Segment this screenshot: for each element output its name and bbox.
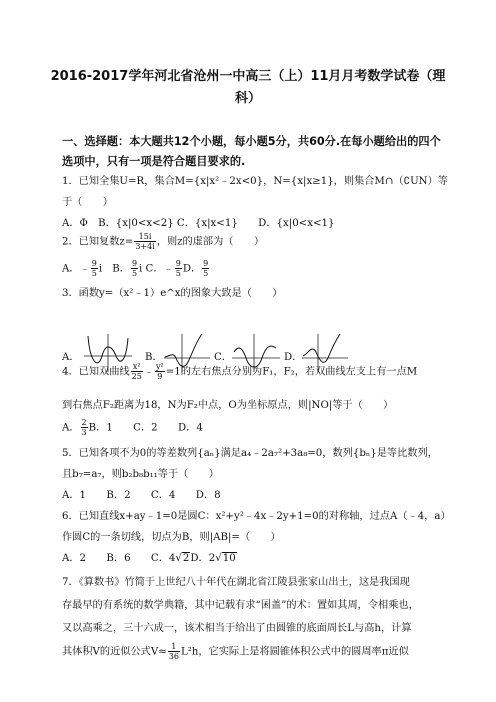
q3-label-a: A． (62, 352, 80, 363)
q4-line-2: 到右焦点F₂距离为18，N为F₂中点，O为坐标原点，则|NO|等于（ ） (62, 400, 394, 411)
q5-options: A．1 B．2 C．4 D．8 (62, 490, 221, 501)
q2-fraction: $\frac{15i}{3+4i}$ (135, 232, 155, 251)
section-heading (62, 132, 442, 172)
q3-label-b: B． (145, 352, 163, 363)
q7-line-3: 又以高乘之，三十六成一，该术相当于给出了由圆锥的底面周长L与高h，计算 (62, 623, 412, 634)
q2-options: A．﹣ $\frac{9}{5}$ i B． $\frac{9}{5}$ i C．﹣ $\frac{9}{5}$ D． $\frac{9}{5}$ (62, 259, 209, 278)
q7-line-4: 其体积V的近似公式V≈ $\frac{1}{36}$ L²h，它实际上是将圆锥体积公式中的圆周率π近似 (62, 642, 409, 661)
q3-label-c: C． (214, 352, 232, 363)
q6-line-1: 6．已知直线x+ay﹣1=0是圆C：x²+y²﹣4x﹣2y+1=0的对称轴，过点A（﹣4，a） (62, 511, 451, 522)
section-line-1: 一、选择题：本大题共12个小题，每小题5分，共60分.在每小题给出的四个 (62, 135, 441, 148)
q4-stem: 4．已知双曲线 $\frac{\text{x²}}{25}$ ﹣ $\frac{\text{y²}}{9}$ =1的左右焦点分别为F₁，F₂，若双曲线左支上有一点M (62, 362, 418, 381)
q5-line-1: 5．已知各项不为0的等差数列{aₙ}满足a₄﹣2a₇²+3a₈=0，数列{bₙ}是等比数列， (62, 448, 438, 459)
q6-line-2: 作圆C的一条切线，切点为B，则|AB|=（ ） (62, 532, 281, 543)
q1-stem: 1．已知全集U=R，集合M={x|x²﹣2x<0}，N={x|x≥1}，则集合M∩（∁UN）等 (62, 176, 448, 187)
page-title (48, 66, 448, 110)
q3-label-d: D． (284, 352, 303, 363)
q1-options: A．Φ B．{x|0<x<2} C．{x|x<1} D．{x|0<x<1} (62, 218, 335, 229)
q3-stem: 3．函数y=（x²﹣1）e^x的图象大致是（ ） (62, 288, 283, 299)
q5-line-2: 且b₇=a₇，则b₂b₈b₁₁等于（ ） (62, 469, 219, 480)
q2-stem: 2．已知复数z= $\frac{15i}{3+4i}$ ，则z的虚部为（ ） (62, 232, 265, 251)
q6-options: A．2 B．6 C．4√2D．2√10 (62, 553, 236, 564)
q7-line-2: 存最早的有系统的数学典籍，其中记载有求“囷盖”的术：置如其周，令相乘也， (62, 600, 419, 611)
q7-line-1: 7．《算数书》竹简于上世纪八十年代在湖北省江陵县张家山出土，这是我国现 (62, 577, 410, 588)
title-line-2: 科） (234, 91, 261, 106)
section-line-2: 选项中，只有一项是符合题目要求的. (62, 155, 246, 168)
q4-options: A． $\frac{2}{3}$ B．1 C．2 D．4 (62, 418, 203, 437)
title-line-1: 2016-2017学年河北省沧州一中高三（上）11月月考数学试卷（理 (50, 69, 446, 84)
q1-stem-2: 于（ ） (62, 197, 113, 208)
